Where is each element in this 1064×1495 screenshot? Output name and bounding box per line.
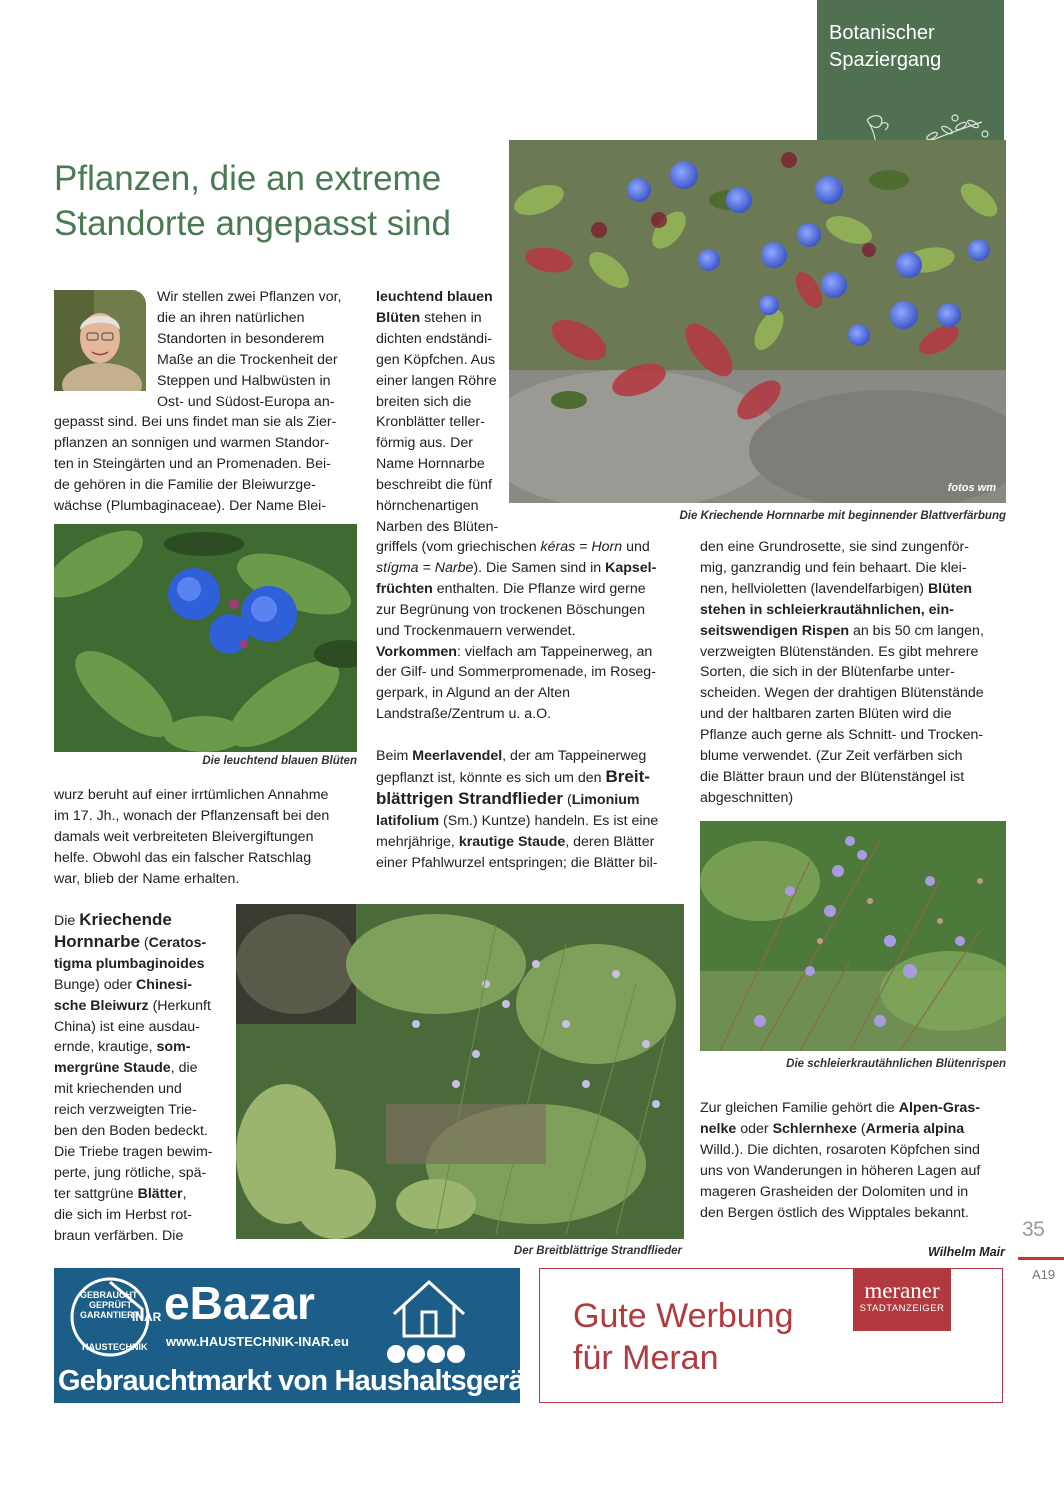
- photo-blue-flowers: [54, 524, 357, 752]
- ebazar-tagline: Gebrauchtmarkt von Haushaltsgeräten: [58, 1365, 566, 1397]
- photo-credit: fotos wm: [947, 482, 996, 494]
- bottom-left-text: Die Kriechende Hornnarbe (Ceratos- tigma plumbaginoides Bunge) oder Chinesi- sche Bleiwurz (Herkunft China) ist eine ausdau- ernde, krautige, som- mergrüne Staude, die mit kriechenden und reich verzweigten Trie- ben den Boden bedeckt. Die Triebe tragen bewim- perte, jung rötliche, spä- ter sattgrüne Blätter, die sich im Herbst rot- braun verfärben. Die: [54, 910, 213, 1244]
- article-title: Pflanzen, die an extreme Standorte angepasst sind: [54, 159, 451, 243]
- section-tab: [817, 0, 1004, 158]
- photo-lavender: [700, 821, 1006, 1051]
- photo-strandflieder: [236, 904, 684, 1239]
- meraner-logo: meraner STADTANZEIGER: [853, 1269, 951, 1331]
- intro-text-right-of-photo: Wir stellen zwei Pflanzen vor, die an ihren natürlichen Standorten in besonderem Maße an die Trockenheit der Steppen und Halbwüsten in Ost- und Südost-Europa an-: [157, 289, 342, 410]
- seal-text: GEBRAUCHT GEPRÜFT GARANTIERT: [80, 1290, 139, 1320]
- page-number: 35: [1022, 1218, 1045, 1241]
- seal-bottom: HAUSTECHNIK: [82, 1342, 148, 1352]
- col2-top-text: leuchtend blauen Blüten stehen in dichten endständi- gen Köpfchen. Aus einer langen Röhre breiten sich die Kronblätter teller- förmig aus. Der Name Hornnarbe beschreibt die fünf hörnchenartigen Narben des Blüten-: [376, 289, 499, 535]
- page-divider: [1018, 1257, 1064, 1260]
- author-name: Wilhelm Mair: [928, 1245, 1005, 1259]
- col3-bottom-text: Zur gleichen Familie gehört die Alpen-Gras- nelke oder Schlernhexe (Armeria alpina Willd.). Die dichten, rosaroten Köpfchen sind uns von Wanderungen in höheren Lagen auf mageren Grasheiden der Dolomiten und in den Bergen östlich des Wipptales bekannt.: [700, 1100, 981, 1221]
- caption-lavender: Die schleierkrautähnlichen Blütenrispen: [786, 1058, 1006, 1070]
- author-portrait: [54, 290, 146, 391]
- col2-mid-text: griffels (vom griechischen kéras = Horn und stígma = Narbe). Die Samen sind in Kapsel- früchten enthalten. Die Pflanze wird gerne zur Begrünung von trockenen Böschungen und Trockenmauern verwendet. Vorkommen: vielfach am Tappeinerweg, an der Gilf- und Sommerpromenade, im Roseg- gerpark, in Algund an der Alten Landstraße/Zentrum u. a.O. Beim Meerlavendel, der am Tappeinerweg gepflanzt ist, könnte es sich um den Breit- blättrigen Strandflieder (Limonium latifolium (Sm.) Kuntze) handeln. Es ist eine mehrjährige, krautige Staude, deren Blätter einer Pfahlwurzel entspringen; die Blätter bil-: [376, 539, 659, 871]
- ebazar-brand: eBazar: [164, 1277, 315, 1329]
- photo-hornnarbe: [509, 140, 1006, 503]
- meraner-headline: Gute Werbung für Meran: [573, 1297, 794, 1377]
- section-label: Botanischer Spaziergang: [829, 22, 942, 71]
- caption-main: Die Kriechende Hornnarbe mit beginnender Blattverfärbung: [679, 510, 1006, 522]
- seal-brand: INAR: [132, 1310, 162, 1324]
- ad-ebazar[interactable]: [54, 1268, 566, 1403]
- caption-strandflieder: Der Breitblättrige Strandflieder: [513, 1245, 682, 1257]
- caption-blue-flowers: Die leuchtend blauen Blüten: [202, 755, 357, 767]
- ad-meraner[interactable]: [539, 1268, 1003, 1403]
- house-icon: [384, 1274, 474, 1364]
- page-code: A19: [1032, 1267, 1056, 1282]
- intro-text-below: gepasst sind. Bei uns findet man sie als Zier- pflanzen an sonnigen und warmen Standor- ten in Steingärten und an Promenaden. Bei- de gehören in die Familie der Bleiwurzge- wächse (Plumbaginaceae). Der Name Blei-: [54, 414, 337, 514]
- col3-top-text: den eine Grundrosette, sie sind zungenför- mig, ganzrandig und fein behaart. Die klei- nen, hellvioletten (lavendelfarbigen) Blüten stehen in schleierkrautähnlichen, ein- seitswendigen Rispen an bis 50 cm langen, verzweigten Blütenständen. Es gibt mehrere Sorten, die sich in der Blütenfarbe unter- scheiden. Wegen der drahtigen Blütenstände und der haltbaren zarten Blüten wird die Pflanze auch gerne als Schnitt- und Trocken- blume verwendet. (Zur Zeit verfärben sich die Blätter braun und der Blütenstängel ist abgeschnitten): [700, 539, 984, 806]
- ebazar-url[interactable]: www.HAUSTECHNIK-INAR.eu: [166, 1334, 349, 1349]
- col1-continuation: wurz beruht auf einer irrtümlichen Annahme im 17. Jh., wonach der Pflanzensaft bei den damals weit verbreiteten Bleivergiftungen helfe. Obwohl das ein falscher Ratschlag war, blieb der Name erhalten.: [54, 787, 330, 887]
